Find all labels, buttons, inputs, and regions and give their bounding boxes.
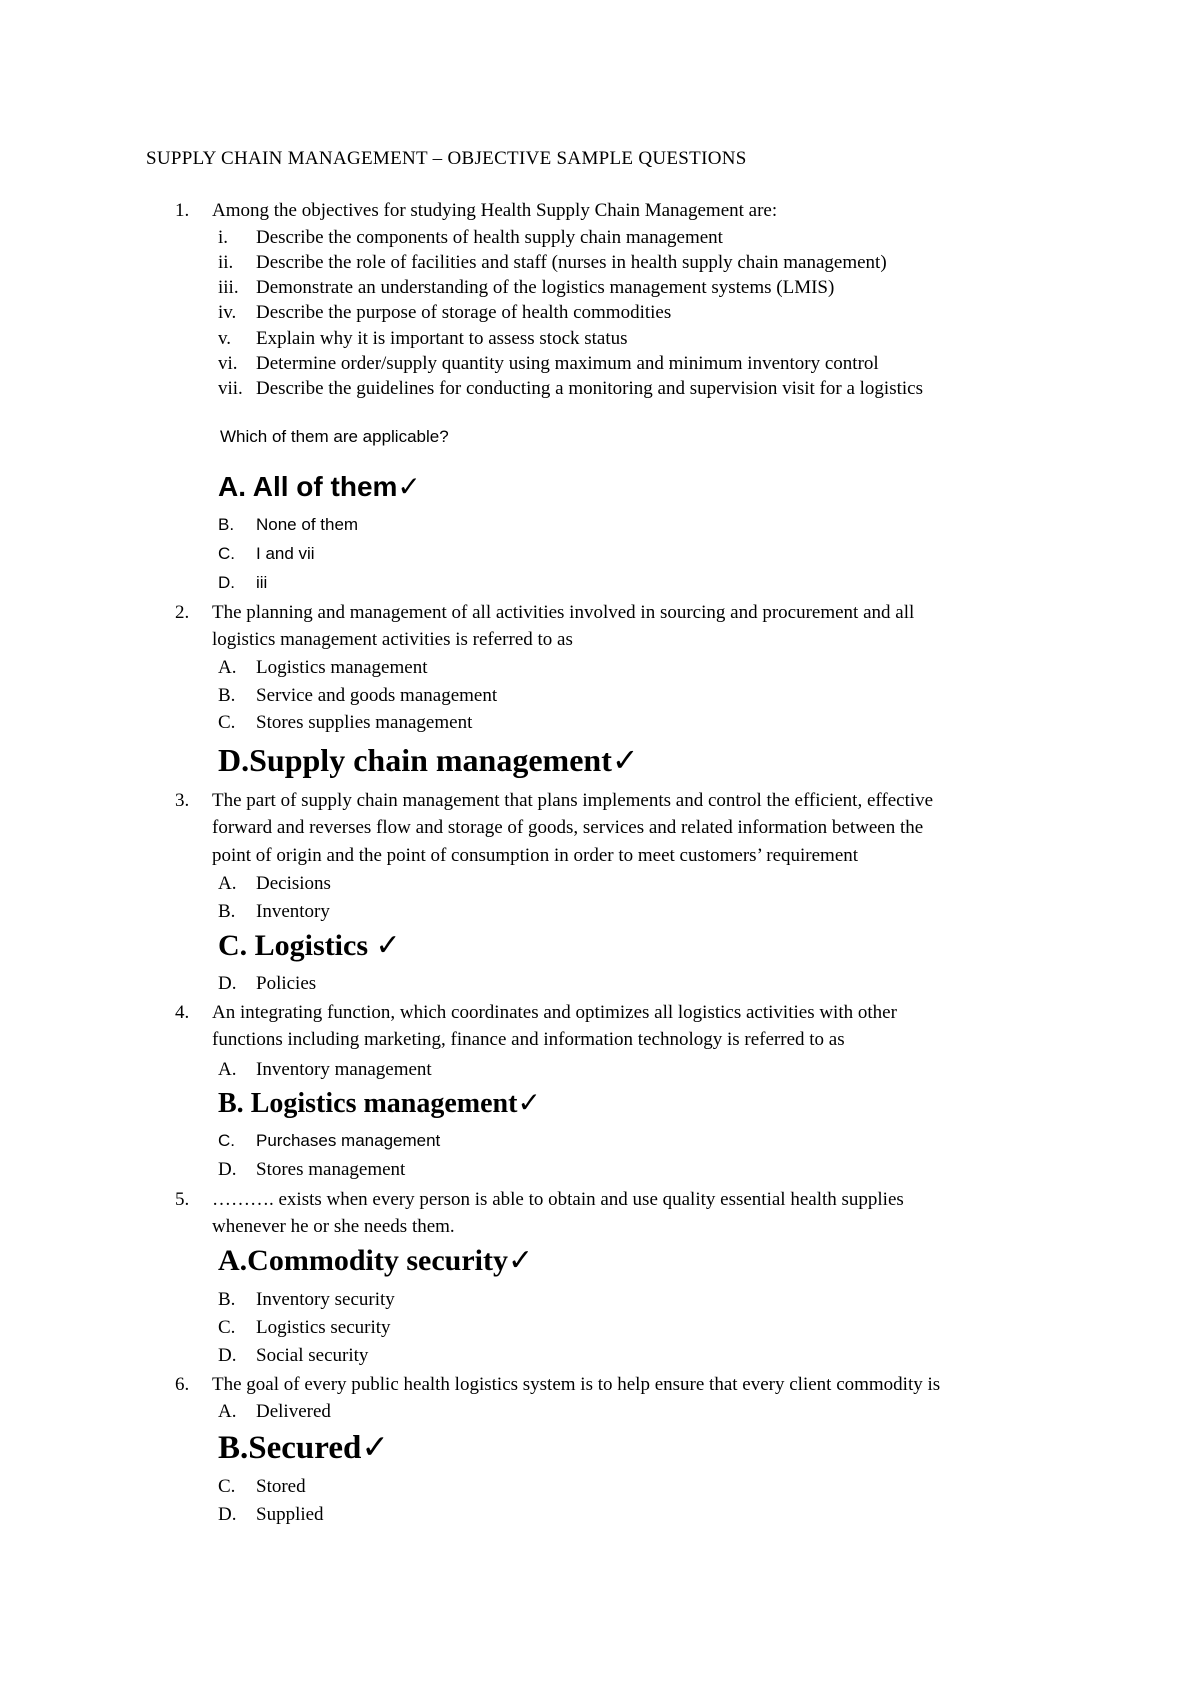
question-text: The goal of every public health logistics system is to help ensure that every client commodity is [212,1374,941,1395]
question-text: The part of supply chain management that plans implements and control the efficient, effective [212,790,934,811]
option-letter: D. [218,573,235,592]
objective-item: Describe the purpose of storage of health commodities [256,302,672,323]
option-text: Stores management [256,1159,406,1180]
option-text: Delivered [256,1401,331,1422]
question-number: 2. [175,602,190,623]
objective-item: Determine order/supply quantity using maximum and minimum inventory control [256,353,879,374]
check-mark-icon: ✓ [361,1430,389,1466]
option-letter: B. [218,685,236,706]
option-letter: C. [218,929,248,962]
objective-number: v. [218,328,232,349]
correct-answer-option [218,470,421,504]
question-number: 1. [175,200,190,221]
option-text: Logistics management [250,1088,518,1119]
option-letter: D. [218,1159,237,1180]
question-text: whenever he or she needs them. [212,1216,455,1237]
question-number: 6. [175,1374,190,1395]
option-text: Service and goods management [256,685,498,706]
question-number: 3. [175,790,190,811]
option-letter: B. [218,1088,244,1119]
objective-item: Describe the components of health supply chain management [256,227,723,248]
option-letter: A. [218,1244,248,1277]
option-letter: B. [218,1430,249,1466]
option-text: Logistics [254,929,369,962]
check-mark-icon: ✓ [611,742,639,778]
objective-number: iii. [218,277,239,298]
check-mark-icon: ✓ [375,929,401,962]
check-mark-icon: ✓ [397,471,421,502]
option-letter: B. [218,515,235,534]
objective-number: i. [218,227,229,248]
correct-answer-option [218,1244,533,1278]
option-text: Purchases management [256,1131,441,1150]
question-text: functions including marketing, finance and information technology is referred to as [212,1029,845,1050]
option-text: Commodity security [247,1244,508,1277]
option-letter: A. [218,873,237,894]
option-text: Logistics management [256,657,428,678]
option-letter: C. [218,712,236,733]
option-letter: C. [218,544,235,563]
check-mark-icon: ✓ [517,1088,541,1119]
question-text: logistics management activities is referred to as [212,629,573,650]
option-text: Inventory management [256,1059,432,1080]
option-letter: D. [218,973,237,994]
question-text: forward and reverses flow and storage of goods, services and related information between the [212,817,924,838]
option-text: Inventory security [256,1289,395,1310]
correct-answer-option [218,742,639,778]
option-text: Policies [256,973,317,994]
option-letter: D. [218,742,250,778]
objective-number: ii. [218,252,234,273]
option-text: iii [256,573,268,592]
correct-answer-option [218,1087,541,1121]
option-letter: B. [218,901,236,922]
option-text: Supplied [256,1504,324,1525]
document-title: SUPPLY CHAIN MANAGEMENT – OBJECTIVE SAMPLE QUESTIONS [146,148,747,169]
option-text: Secured [248,1430,362,1466]
option-text: All of them [252,471,398,502]
option-letter: C. [218,1476,236,1497]
objective-number: vi. [218,353,238,374]
option-text: Social security [256,1345,369,1366]
question-number: 5. [175,1189,190,1210]
question-prompt: Which of them are applicable? [220,427,449,446]
option-text: None of them [256,515,359,534]
option-letter: A. [218,1401,237,1422]
option-text: Inventory [256,901,330,922]
option-text: Logistics security [256,1317,391,1338]
question-number: 4. [175,1002,190,1023]
option-text: Stores supplies management [256,712,473,733]
question-text: An integrating function, which coordinates and optimizes all logistics activities with other [212,1002,897,1023]
option-letter: C. [218,1317,236,1338]
option-letter: B. [218,1289,236,1310]
objective-item: Demonstrate an understanding of the logistics management systems (LMIS) [256,277,835,298]
correct-answer-option [218,929,401,963]
option-text: I and vii [256,544,315,563]
option-letter: A. [218,471,246,502]
question-text: Among the objectives for studying Health Supply Chain Management are: [212,200,778,221]
objective-item: Explain why it is important to assess stock status [256,328,628,349]
question-text: point of origin and the point of consumption in order to meet customers’ requirement [212,845,859,866]
objective-item: Describe the guidelines for conducting a monitoring and supervision visit for a logistics [256,378,923,399]
objective-item: Describe the role of facilities and staff (nurses in health supply chain management) [256,252,887,273]
option-letter: A. [218,657,237,678]
option-text: Supply chain management [249,742,612,778]
option-text: Decisions [256,873,331,894]
check-mark-icon: ✓ [507,1244,534,1277]
option-letter: C. [218,1131,235,1150]
option-letter: A. [218,1059,237,1080]
option-letter: D. [218,1504,237,1525]
question-text: ………. exists when every person is able to obtain and use quality essential health supplies [212,1189,904,1210]
option-text: Stored [256,1476,306,1497]
correct-answer-option [218,1429,389,1467]
question-text: The planning and management of all activities involved in sourcing and procurement and all [212,602,915,623]
objective-number: iv. [218,302,237,323]
option-letter: D. [218,1345,237,1366]
objective-number: vii. [218,378,243,399]
